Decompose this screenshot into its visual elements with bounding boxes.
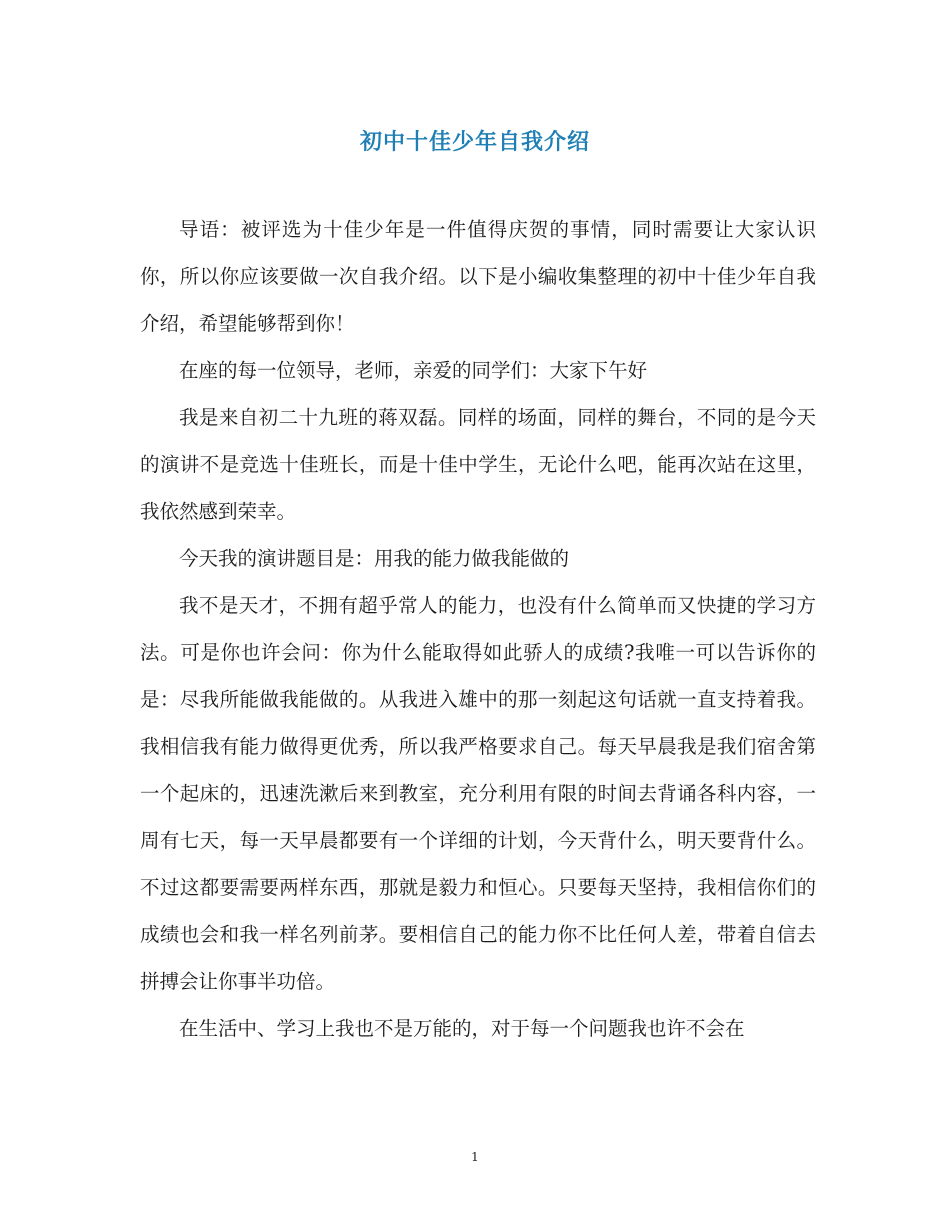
- document-body: [140, 206, 816, 1052]
- paragraph-life-study: 在生活中、学习上我也不是万能的，对于每一个问题我也许不会在: [179, 1017, 745, 1040]
- page-number: 1: [471, 1150, 479, 1164]
- paragraph-study-habits: 我不是天才，不拥有超乎常人的能力，也没有什么简单而又快捷的学习方法。可是你也许会问：你为什么能取得如此骄人的成绩?我唯一可以告诉你的是：尽我所能做我能做的。从我进入雄中的那一刻起这句话就一直支持着我。我相信我有能力做得更优秀，所以我严格要求自己。每天早晨我是我们宿舍第一个起床的，迅速洗漱后来到教室，充分利用有限的时间去背诵各科内容，一周有七天，每一天早晨都要有一个详细的计划，今天背什么，明天要背什么。不过这都要需要两样东西，那就是毅力和恒心。只要每天坚持，我相信你们的成绩也会和我一样名列前茅。要相信自己的能力你不比任何人差，带着自信去拼搏会让你事半功倍。: [140, 594, 816, 993]
- paragraph-self-introduction: 我是来自初二十九班的蒋双磊。同样的场面，同样的舞台，不同的是今天的演讲不是竞选十佳班长，而是十佳中学生，无论什么吧，能再次站在这里，我依然感到荣幸。: [140, 406, 816, 523]
- paragraph-greeting: 在座的每一位领导，老师，亲爱的同学们：大家下午好: [179, 359, 648, 382]
- paragraph-speech-topic: 今天我的演讲题目是：用我的能力做我能做的: [179, 547, 570, 570]
- document-title: 初中十佳少年自我介绍: [359, 129, 590, 155]
- paragraph-intro: 导语：被评选为十佳少年是一件值得庆贺的事情，同时需要让大家认识你，所以你应该要做一次自我介绍。以下是小编收集整理的初中十佳少年自我介绍，希望能够帮到你！: [140, 218, 816, 335]
